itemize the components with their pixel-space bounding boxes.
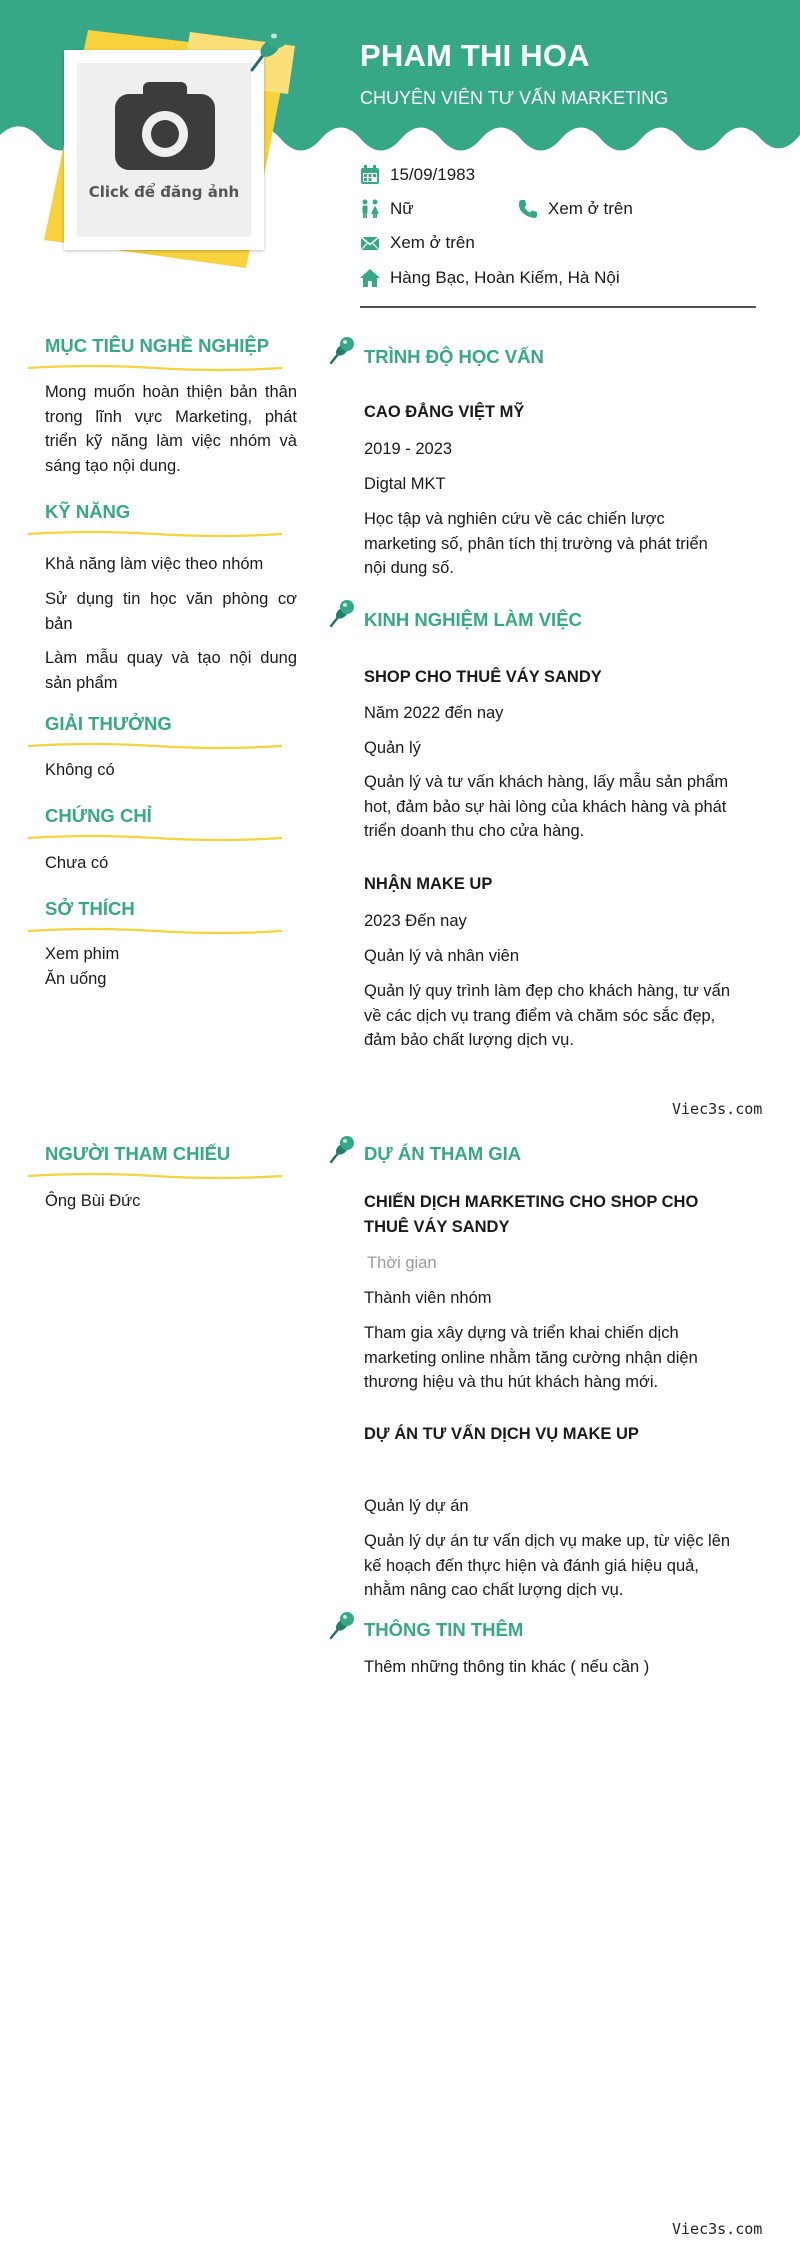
- job-role: Quản lý: [364, 739, 421, 757]
- skills-underline: [28, 529, 282, 539]
- home-icon: [360, 268, 380, 288]
- job-period: 2023 Đến nay: [364, 912, 467, 930]
- awards-underline: [28, 741, 282, 751]
- awards-title: GIẢI THƯỞNG: [45, 713, 172, 734]
- hobby-item: Ăn uống: [45, 970, 107, 988]
- objective-text: Mong muốn hoàn thiện bản thân trong lĩnh vực Marketing, phát triển kỹ năng làm việc nhóm và sáng tạo nội dung.: [45, 383, 297, 475]
- job-role: Quản lý và nhân viên: [364, 947, 520, 965]
- skills-title: KỸ NĂNG: [45, 501, 131, 522]
- job-company: SHOP CHO THUÊ VÁY SANDY: [364, 668, 602, 686]
- pushpin-icon: [246, 24, 292, 74]
- project-time[interactable]: Thời gian: [367, 1254, 437, 1272]
- project-description: Quản lý dự án tư vấn dịch vụ make up, từ việc lên kế hoạch đến thực hiện và đánh giá hiệu quả, nhằm nâng cao chất lượng dịch vụ.: [364, 1532, 731, 1599]
- objective-title: MỤC TIÊU NGHỀ NGHIỆP: [45, 335, 270, 356]
- extra-text: Thêm những thông tin khác ( nếu cần ): [364, 1658, 650, 1676]
- objective-underline: [28, 363, 282, 373]
- pin-icon: [328, 1610, 356, 1640]
- job-period: Năm 2022 đến nay: [364, 704, 504, 722]
- address: Hàng Bạc, Hoàn Kiếm, Hà Nội: [390, 268, 620, 287]
- extra-title: THÔNG TIN THÊM: [364, 1619, 524, 1640]
- photo-upload[interactable]: [64, 50, 264, 250]
- references-text: Ông Bùi Đức: [45, 1192, 141, 1210]
- camera-icon: [113, 80, 217, 174]
- project-role: Quản lý dự án: [364, 1497, 469, 1515]
- pin-icon: [328, 1134, 356, 1164]
- birthday: 15/09/1983: [390, 165, 476, 184]
- certificates-underline: [28, 833, 282, 843]
- job-description: Quản lý và tư vấn khách hàng, lấy mẫu sản phẩm hot, đảm bảo sự hài lòng của khách hàng và phát triển doanh thu cho cửa hàng.: [364, 773, 729, 840]
- job-company: NHẬN MAKE UP: [364, 875, 493, 893]
- skill-item: Sử dụng tin học văn phòng cơ bản: [45, 590, 297, 633]
- gender: Nữ: [390, 199, 414, 218]
- projects-title: DỰ ÁN THAM GIA: [364, 1143, 522, 1164]
- email-icon: [360, 233, 380, 253]
- hobbies-title: SỞ THÍCH: [45, 898, 135, 919]
- education-period: 2019 - 2023: [364, 440, 453, 458]
- project-name: CHIẾN DỊCH MARKETING CHO SHOP CHO THUÊ VÁY SANDY: [364, 1193, 699, 1236]
- education-major: Digtal MKT: [364, 475, 446, 493]
- candidate-name: PHAM THI HOA: [360, 38, 590, 73]
- skill-item: Khả năng làm việc theo nhóm: [45, 555, 264, 573]
- certificates-text: Chưa có: [45, 854, 109, 872]
- references-title: NGƯỜI THAM CHIẾU: [45, 1143, 231, 1164]
- phone: Xem ở trên: [548, 199, 633, 218]
- email: Xem ở trên: [390, 233, 475, 252]
- education-title: TRÌNH ĐỘ HỌC VẤN: [364, 346, 544, 367]
- school-name: CAO ĐẲNG VIỆT MỸ: [364, 403, 525, 421]
- experience-title: KINH NGHIỆM LÀM VIỆC: [364, 609, 582, 630]
- job-position: CHUYÊN VIÊN TƯ VẤN MARKETING: [360, 88, 669, 108]
- awards-text: Không có: [45, 761, 115, 779]
- hobby-item: Xem phim: [45, 945, 120, 963]
- certificates-title: CHỨNG CHỈ: [45, 805, 152, 826]
- footer-watermark: Viec3s.com: [672, 2220, 763, 2238]
- project-description: Tham gia xây dựng và triển khai chiến dịch marketing online nhằm tăng cường nhận diện thương hiệu và thu hút khách hàng mới.: [364, 1324, 698, 1391]
- job-description: Quản lý quy trình làm đẹp cho khách hàng, tư vấn về các dịch vụ trang điểm và chăm sóc sắc đẹp, đảm bảo chất lượng dịch vụ.: [364, 982, 731, 1049]
- project-role: Thành viên nhóm: [364, 1289, 492, 1307]
- education-description: Học tập và nghiên cứu về các chiến lược marketing số, phân tích thị trường và phát triển nội dung số.: [364, 510, 708, 577]
- references-title-underline: [28, 1171, 282, 1181]
- project-name: DỰ ÁN TƯ VẤN DỊCH VỤ MAKE UP: [364, 1425, 639, 1443]
- pin-icon: [328, 598, 356, 628]
- watermark: Viec3s.com: [672, 1100, 763, 1118]
- photo-caption: Click để đăng ảnh: [88, 183, 240, 201]
- references-wave: [28, 1131, 282, 1141]
- contact-divider: [360, 306, 756, 308]
- pin-icon: [328, 335, 356, 365]
- phone-icon: [518, 199, 538, 219]
- gender-icon: [360, 199, 380, 219]
- calendar-icon: [360, 165, 380, 185]
- skill-item: Làm mẫu quay và tạo nội dung sản phẩm: [45, 649, 297, 692]
- photo-placeholder[interactable]: [77, 63, 251, 237]
- hobbies-underline: [28, 926, 282, 936]
